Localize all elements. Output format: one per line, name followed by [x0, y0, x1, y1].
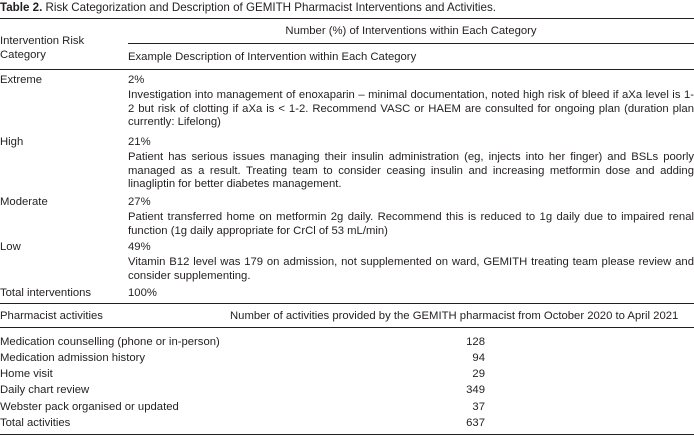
header-sub-rule: [128, 43, 694, 44]
header-risk-category-line1: Intervention Risk: [0, 35, 85, 47]
activities-header-label: Pharmacist activities: [0, 310, 103, 322]
header-risk-category-line2: Category: [0, 49, 46, 61]
top-rule: [0, 18, 694, 19]
table-caption-label: Table 2.: [0, 1, 43, 14]
total-activities-value: 637: [466, 417, 485, 429]
row-category-moderate: Moderate: [0, 196, 48, 208]
activity-value: 94: [472, 352, 485, 364]
activities-header-count: Number of activities provided by the GEMITH pharmacist from October 2020 to April 2021: [230, 310, 679, 322]
row-category-extreme: Extreme: [0, 74, 43, 86]
header-example-description: Example Description of Intervention within Each Category: [128, 51, 417, 63]
total-activities-label: Total activities: [0, 417, 71, 429]
activities-header-rule: [0, 327, 694, 328]
total-interventions-value: 100%: [128, 287, 157, 299]
activity-value: 349: [466, 384, 485, 396]
activity-label: Daily chart review: [0, 384, 90, 396]
row-description-moderate: Patient transferred home on metformin 2g daily. Recommend this is reduced to 1g daily due to impaired renal function (1g daily appropriate for CrCl of 53 mL/min): [128, 211, 694, 237]
row-description-low: Vitamin B12 level was 179 on admission, not supplemented on ward, GEMITH treating team please review and consider supplementing.: [128, 256, 694, 282]
total-interventions-label: Total interventions: [0, 287, 92, 299]
header-number-percent: Number (%) of Interventions within Each Category: [285, 25, 537, 37]
row-description-high: Patient has serious issues managing their insulin administration (eg, injects into her finger) and BSLs poorly managed as a result. Treating team to consider ceasing insulin and increasing metformin dose and adding linagliptin for better diabetes management.: [128, 151, 694, 191]
activity-label: Home visit: [0, 368, 53, 380]
bottom-rule: [0, 434, 694, 435]
row-percent-high: 21%: [128, 136, 151, 148]
row-category-high: High: [0, 136, 24, 148]
row-percent-moderate: 27%: [128, 196, 151, 208]
activity-value: 37: [472, 401, 485, 413]
activity-value: 29: [472, 368, 485, 380]
header-bottom-rule: [0, 69, 694, 70]
table-caption-text: Risk Categorization and Description of GEMITH Pharmacist Interventions and Activities.: [45, 1, 496, 14]
row-description-extreme: Investigation into management of enoxaparin – minimal documentation, noted high risk of bleed if aXa level is 1-2 but risk of clotting if aXa is < 1-2. Recommend VASC or HAEM are consulted for ongoing plan (duration plan currently: Lifelong): [128, 89, 694, 129]
row-percent-low: 49%: [128, 241, 151, 253]
table-caption: [0, 1, 694, 15]
activity-value: 128: [466, 336, 485, 348]
activity-label: Medication counselling (phone or in-person): [0, 336, 220, 348]
row-category-low: Low: [0, 241, 21, 253]
row-percent-extreme: 2%: [128, 74, 145, 86]
activity-label: Medication admission history: [0, 352, 146, 364]
activity-label: Webster pack organised or updated: [0, 401, 179, 413]
activities-top-rule: [0, 303, 694, 304]
